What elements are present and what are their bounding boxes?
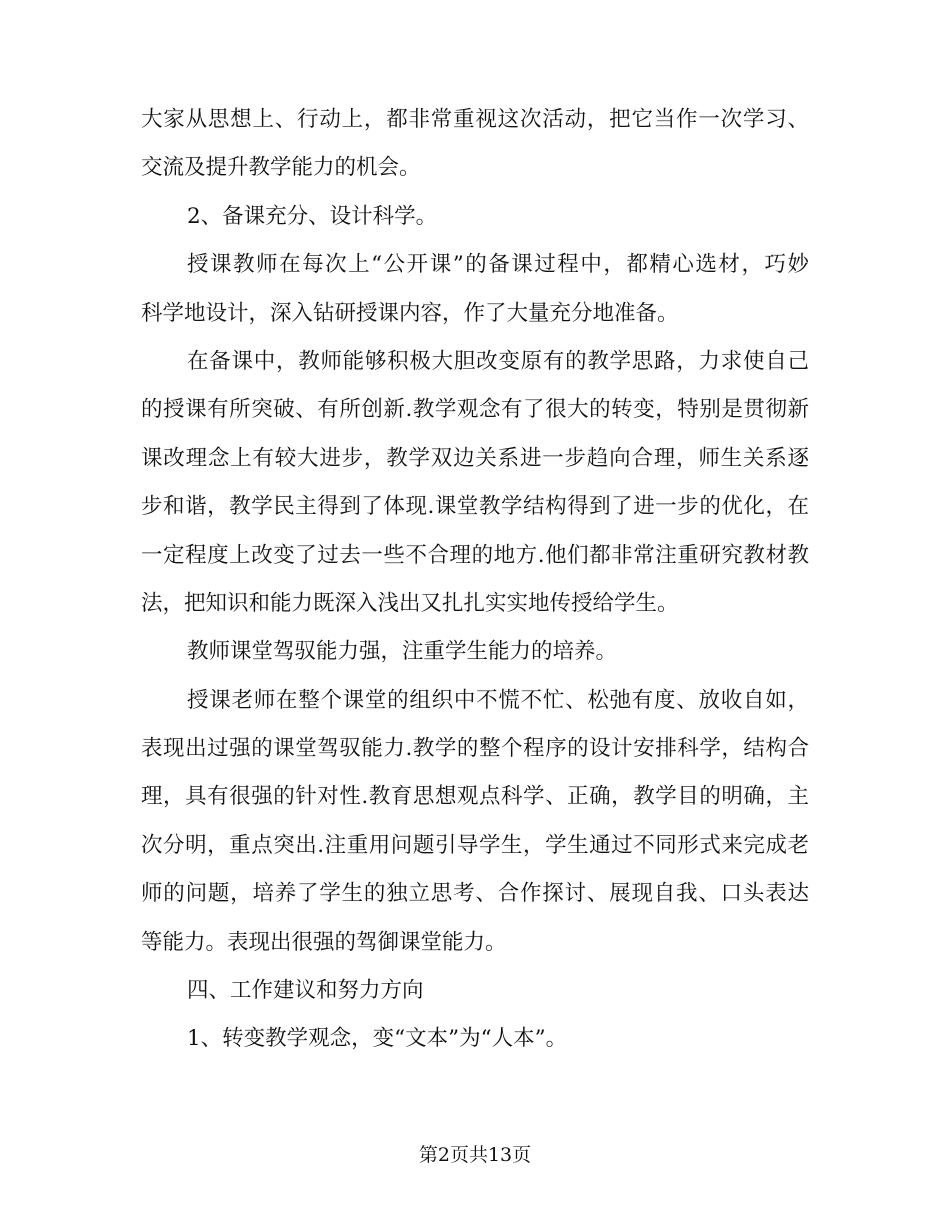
text-line: 2、备课充分、设计科学。 — [187, 203, 438, 229]
text-line: 授课教师在每次上“公开课”的备课过程中，都精心选材，巧妙 — [187, 252, 809, 278]
text-line: 授课老师在整个课堂的组织中不慌不忙、松弛有度、放收自如， — [187, 687, 809, 713]
text-line: 1、转变教学观念，变“文本”为“人本”。 — [187, 1026, 568, 1052]
text-line: 步和谐，教学民主得到了体现.课堂教学结构得到了进一步的优化，在 — [141, 494, 809, 520]
text-line: 等能力。表现出很强的驾御课堂能力。 — [141, 929, 507, 955]
text-line: 的授课有所突破、有所创新.教学观念有了很大的转变，特别是贯彻新 — [141, 397, 809, 423]
text-line: 理，具有很强的针对性.教育思想观点科学、正确，教学目的明确，主 — [141, 784, 809, 810]
text-line: 课改理念上有较大进步，教学双边关系进一步趋向合理，师生关系逐 — [141, 445, 809, 471]
text-line: 教师课堂驾驭能力强，注重学生能力的培养。 — [187, 639, 618, 665]
text-line: 次分明，重点突出.注重用问题引导学生，学生通过不同形式来完成老 — [141, 832, 809, 858]
text-line: 科学地设计，深入钻研授课内容，作了大量充分地准备。 — [141, 300, 679, 326]
text-line: 表现出过强的课堂驾驭能力.教学的整个程序的设计安排科学，结构合 — [141, 736, 809, 762]
text-line: 四、工作建议和努力方向 — [187, 978, 424, 1004]
text-line: 交流及提升教学能力的机会。 — [141, 155, 421, 181]
text-line: 大家从思想上、行动上，都非常重视这次活动，把它当作一次学习、 — [141, 107, 809, 132]
page-footer: 第2页共13页 — [418, 1144, 532, 1166]
text-line: 法，把知识和能力既深入浅出又扎扎实实地传授给学生。 — [141, 590, 679, 616]
document-body — [141, 96, 809, 1064]
text-line: 师的问题，培养了学生的独立思考、合作探讨、展现自我、口头表达 — [141, 881, 809, 907]
text-line: 一定程度上改变了过去一些不合理的地方.他们都非常注重研究教材教 — [141, 542, 809, 568]
text-line: 在备课中，教师能够积极大胆改变原有的教学思路，力求使自己 — [187, 348, 809, 374]
